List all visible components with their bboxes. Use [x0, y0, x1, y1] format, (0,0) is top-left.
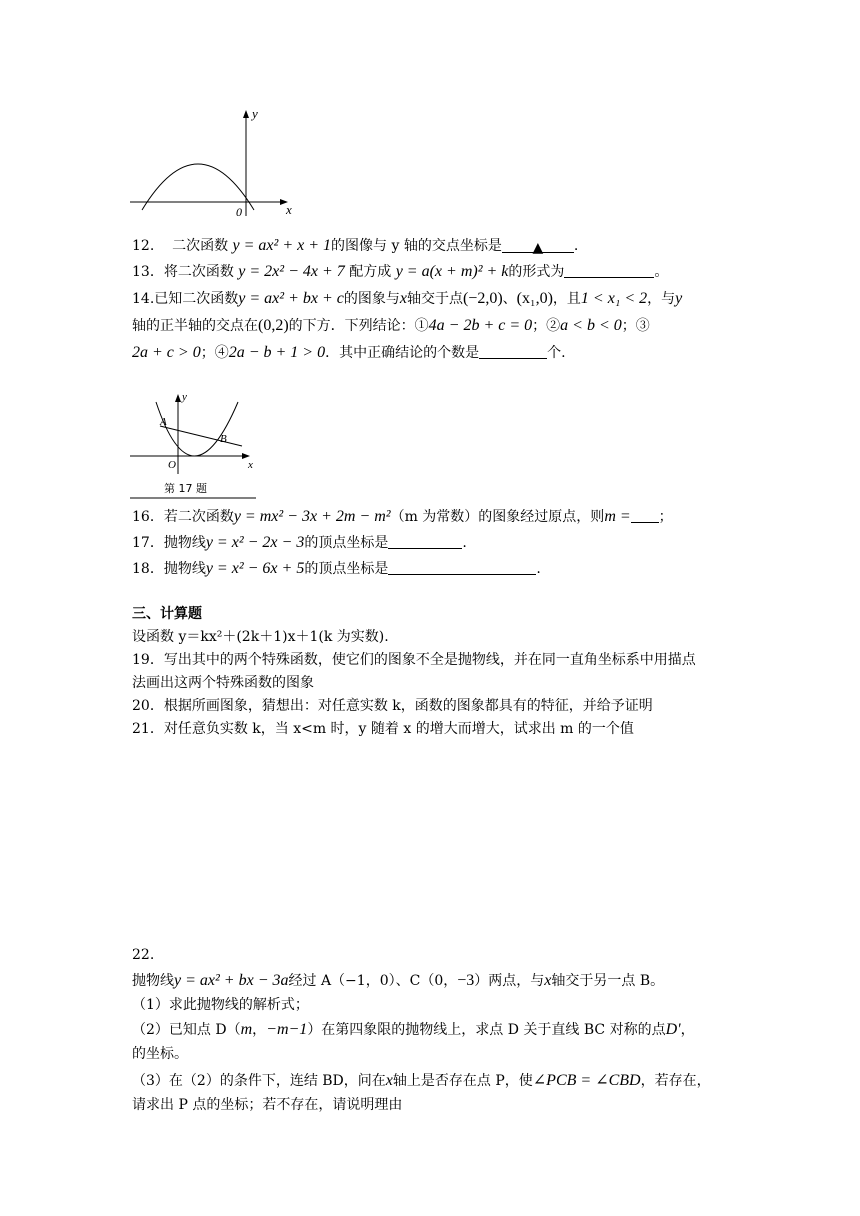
q22-t2: 经过 A（−1，0）、C（0， — [288, 973, 458, 989]
q14-t11: ；④ — [200, 345, 229, 361]
question-22-part-1: （1）求此抛物线的解析式； — [132, 997, 309, 1013]
question-22-line-1 — [132, 971, 664, 991]
q12-text-post: 的图像与 y 轴的交点坐标是 — [331, 238, 502, 254]
q22-t3: ）两点，与 — [474, 973, 545, 989]
q22p2-dprime: D' — [665, 1021, 681, 1038]
calc-intro: 设函数 y＝kx²＋(2k＋1)x＋1(k 为实数). — [132, 629, 389, 645]
q14-inequality: 1 < x₁ < 2 — [580, 290, 648, 307]
question-14-line-3 — [132, 343, 566, 363]
question-19-line-1: 19．写出其中的两个特殊函数，使它们的图象不全是抛物线，并在同一直角坐标系中用描点 — [132, 652, 696, 668]
q14-t4: 、 — [502, 291, 517, 307]
q12-formula: y = ax² + x + 1 — [232, 237, 332, 254]
q22p2-t2: ， — [252, 1022, 267, 1038]
q22p3-t3: ，若存在， — [640, 1073, 711, 1089]
q22p2-t3: ）在第四象限的抛物线上，求点 D 关于直线 BC 对称的点 — [307, 1022, 666, 1038]
q14-t5: ，且 — [552, 291, 581, 307]
question-14-line-2 — [132, 316, 650, 336]
q12-text-pre: 二次函数 — [172, 238, 229, 254]
x-axis-label: x — [286, 202, 292, 217]
q14-t3: 轴交于点 — [406, 291, 463, 307]
q14-conclusion-1: 4a − 2b + c = 0 — [428, 317, 533, 334]
question-20: 20．根据所画图象，猜想出：对任意实数 k，函数的图象都具有的特征，并给予证明 — [132, 698, 653, 714]
line-ab — [160, 426, 242, 446]
q14-t6: ，与 — [647, 291, 676, 307]
q16-answer-blank[interactable] — [631, 508, 659, 523]
q18-t1: 18．抛物线 — [132, 561, 206, 577]
figure-caption: 第 17 题 — [164, 482, 207, 495]
q14-conclusion-3: 2a + c > 0 — [132, 344, 201, 361]
q14-t2: 的图象与 — [343, 291, 400, 307]
q14-x: x — [399, 290, 407, 307]
figure-parabola-17 — [126, 388, 260, 502]
question-16 — [132, 507, 673, 527]
q14-point-2: (x₁,0) — [516, 290, 553, 307]
q14-formula: y = ax² + bx + c — [238, 290, 344, 307]
q22-t1: 抛物线 — [132, 973, 174, 989]
q14-t8: 的下方．下列结论：① — [288, 318, 429, 334]
y-axis-arrow — [175, 394, 181, 402]
q14-t10: ；③ — [621, 318, 650, 334]
q16-t1: 16．若二次函数 — [132, 509, 234, 525]
question-21: 21．对任意负实数 k，当 x<m 时，y 随着 x 的增大而增大，试求出 m 的一个值 — [132, 721, 634, 737]
q22p3-x: x — [385, 1072, 393, 1089]
point-a-label: A — [160, 416, 167, 428]
parabola-curve — [142, 164, 254, 210]
question-22-part-2-line-2: 的坐标。 — [132, 1046, 188, 1062]
q22p2-m: m — [240, 1021, 253, 1038]
section-heading: 三、计算题 — [132, 606, 202, 622]
q14-t7: 轴的正半轴的交点在 — [132, 318, 258, 334]
q14-conclusion-4: 2a − b + 1 > 0 — [228, 344, 326, 361]
q13-formula-2: y = a(x + m)² + k — [395, 263, 509, 280]
q18-formula: y = x² − 6x + 5 — [205, 560, 305, 577]
q14-answer-blank[interactable] — [479, 344, 547, 359]
q16-end: ； — [658, 509, 673, 525]
q22p3-t1: （3）在（2）的条件下，连结 BD，问在 — [132, 1073, 386, 1089]
question-18 — [132, 559, 541, 579]
question-22-part-2-line-1 — [132, 1020, 695, 1040]
q13-text-post: 的形式为 — [508, 264, 565, 280]
q22p2-t1: （2）已知点 D（ — [132, 1022, 241, 1038]
q17-answer-blank[interactable] — [388, 534, 462, 549]
q17-t1: 17．抛物线 — [132, 535, 206, 551]
q13-number: 13． — [132, 264, 164, 280]
question-17 — [132, 533, 467, 553]
q16-t2: （m 为常数）的图象经过原点，则 — [390, 509, 605, 525]
q13-text-mid: 配方成 — [349, 264, 392, 280]
q17-end: . — [462, 535, 467, 551]
point-b-label: B — [220, 433, 227, 445]
figure-parabola-1 — [126, 104, 306, 220]
x-axis-label: x — [248, 459, 253, 471]
q22-formula: y = ax² + bx − 3a — [174, 972, 289, 989]
q17-formula: y = x² − 2x − 3 — [205, 534, 305, 551]
q22p2-t4: ， — [680, 1022, 695, 1038]
origin-label: 0 — [236, 205, 242, 219]
question-22-number: 22. — [132, 947, 155, 963]
q14-t12: ．其中正确结论的个数是 — [325, 345, 480, 361]
q14-t1: 14.已知二次函数 — [132, 291, 239, 307]
question-19-line-2: 法画出这两个特殊函数的图象 — [132, 675, 314, 691]
triangle-marker: ▲ — [532, 240, 544, 256]
q22p3-angle: ∠PCB = ∠CBD — [532, 1072, 641, 1089]
q18-end: . — [536, 561, 541, 577]
q22-t4: 轴交于另一点 B。 — [551, 973, 665, 989]
q18-answer-blank[interactable] — [388, 560, 536, 575]
q14-y: y — [675, 290, 683, 307]
q22-neg3: −3 — [457, 972, 475, 989]
y-axis-label: y — [252, 106, 258, 121]
origin-label: O — [168, 459, 176, 471]
question-22-part-3-line-2: 请求出 P 点的坐标；若不存在，请说明理由 — [132, 1097, 403, 1113]
q14-end: 个. — [547, 345, 566, 361]
q14-point-3: (0,2) — [258, 317, 289, 334]
q12-number: 12. — [132, 238, 155, 254]
question-12 — [132, 236, 578, 256]
q12-end: . — [573, 238, 579, 254]
question-14-line-1 — [132, 289, 682, 309]
q16-formula: y = mx² − 3x + 2m − m² — [233, 508, 391, 525]
parabola-curve — [156, 402, 238, 456]
q13-answer-blank[interactable] — [564, 263, 654, 278]
q13-formula-1: y = 2x² − 4x + 7 — [238, 263, 345, 280]
q22-x: x — [544, 972, 552, 989]
question-22-part-3-line-1 — [132, 1071, 711, 1091]
q14-t9: ；② — [532, 318, 561, 334]
q17-t2: 的顶点坐标是 — [304, 535, 389, 551]
q13-end: 。 — [654, 264, 669, 280]
q14-point-1: (−2,0) — [462, 290, 503, 307]
q18-t2: 的顶点坐标是 — [304, 561, 389, 577]
y-axis-arrow — [243, 110, 249, 118]
question-13 — [132, 262, 668, 282]
y-axis-label: y — [182, 391, 187, 403]
q13-text-pre: 将二次函数 — [163, 264, 234, 280]
q12-answer-blank[interactable] — [502, 238, 574, 256]
q22p3-t2: 轴上是否存在点 P，使 — [392, 1073, 533, 1089]
q22p2-mm: −m−1 — [266, 1021, 308, 1038]
q14-conclusion-2: a < b < 0 — [560, 317, 622, 334]
q16-m: m = — [604, 508, 631, 525]
